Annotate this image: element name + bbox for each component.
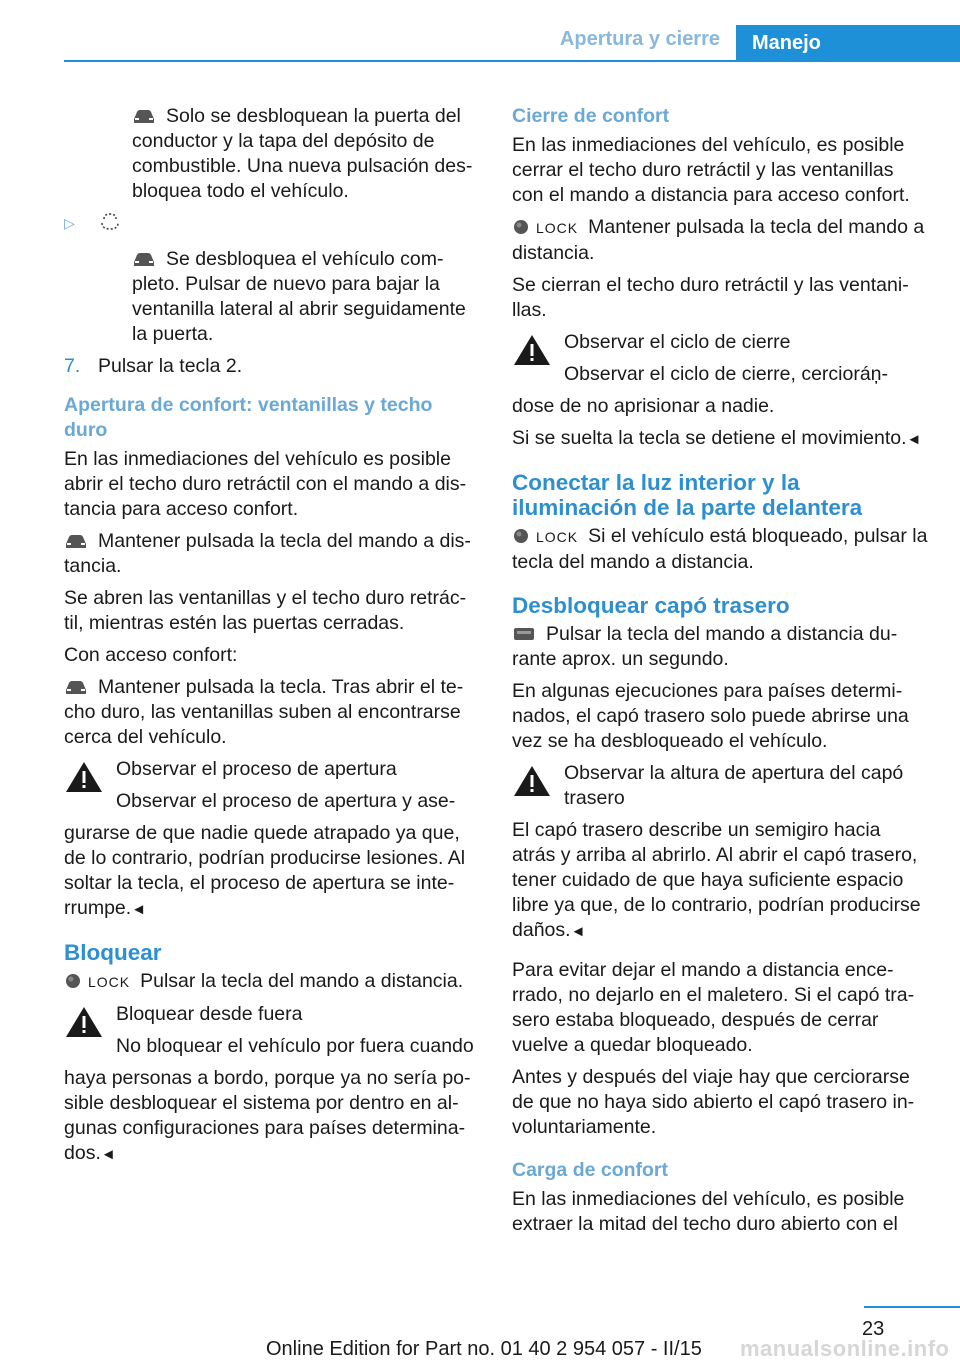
paragraph: Para evitar dejar el mando a distancia ence‐rrado, no dejarlo en el maletero. Si el capó tra‐sero estaba bloqueado, después de cerrar vuelve a quedar bloqueado. <box>512 959 915 1056</box>
end-mark-icon: ◄ <box>906 431 922 448</box>
subheading: Apertura de confort: ventanillas y techo duro <box>64 394 433 441</box>
paragraph <box>132 104 480 204</box>
paragraph: En las inmediaciones del vehículo es posible abrir el techo duro retráctil con el mando a dis‐tancia para acceso confort. <box>64 448 467 520</box>
section-heading: Conectar la luz interior y la iluminación de la parte delantera <box>512 470 863 520</box>
lock-button-icon <box>512 528 532 544</box>
lock-label: LOCK <box>536 220 579 236</box>
lock-button-icon <box>512 219 532 235</box>
list-item <box>64 211 480 240</box>
paragraph <box>512 622 928 672</box>
warning-title: Bloquear desde fuera <box>116 1003 303 1025</box>
warning-body: dose de no aprisionar a nadie. <box>512 395 775 417</box>
warning-line: No bloquear el vehículo por fuera cuando <box>116 1035 474 1057</box>
header-chapter-tab[interactable]: Manejo <box>736 25 960 62</box>
triangle-bullet-icon: ▷ <box>64 215 75 231</box>
end-mark-icon: ◄ <box>570 923 586 940</box>
paragraph-text: Mantener pulsada la tecla del mando a dis‐tancia. <box>64 530 471 577</box>
warning-title: Observar el ciclo de cierre <box>564 331 791 353</box>
paragraph: Con acceso confort: <box>64 644 238 666</box>
warning-body-text: haya personas a bordo, porque ya no sería po‐sible desbloquear el sistema por dentro en al‐gunas configuraciones para países determina‐dos. <box>64 1067 471 1164</box>
paragraph <box>512 215 928 266</box>
end-mark-icon: ◄ <box>131 901 147 918</box>
remote-button-icon <box>98 211 124 240</box>
paragraph: En las inmediaciones del vehículo, es posible extraer la mitad del techo duro abierto con el <box>512 1188 905 1235</box>
paragraph <box>64 529 480 579</box>
page-number: 23 <box>862 1318 885 1340</box>
section-heading: Desbloquear capó trasero <box>512 593 790 618</box>
warning-body <box>64 821 480 922</box>
paragraph: En algunas ejecuciones para países determi‐nados, el capó trasero solo puede abrirse una vez se ha desbloqueado el vehículo. <box>512 680 909 752</box>
paragraph <box>512 524 928 575</box>
header-section-title[interactable]: Apertura y cierre <box>559 28 720 50</box>
lock-label: LOCK <box>536 529 579 545</box>
paragraph-text: Mantener pulsada la tecla del mando a distancia. <box>512 216 925 264</box>
right-column <box>512 104 928 1244</box>
warning-block <box>512 761 928 811</box>
paragraph-text: Se desbloquea el vehículo com‐pleto. Pulsar de nuevo para bajar la ventanilla lateral al abrir seguidamente la puerta. <box>132 248 466 345</box>
warning-body-text: gurarse de que nadie quede atrapado ya que, de lo contrario, podrían producirse lesiones. Al soltar la tecla, el proceso de apertura se inte‐rrumpe. <box>64 822 466 919</box>
paragraph <box>512 426 928 452</box>
lock-button-icon <box>64 973 84 989</box>
car-key-icon <box>64 678 88 695</box>
paragraph: En las inmediaciones del vehículo, es posible cerrar el techo duro retráctil y las ventanillas con el mando a distancia para acceso confort. <box>512 134 910 206</box>
end-mark-icon: ◄ <box>100 1146 116 1163</box>
page-rule <box>864 1306 960 1308</box>
paragraph-text: Pulsar la tecla del mando a distancia du‐rante aprox. un segundo. <box>512 623 898 670</box>
warning-icon <box>64 1004 104 1040</box>
warning-icon <box>512 332 552 368</box>
footer-edition: Online Edition for Part no. 01 40 2 954 057 - II/15 <box>266 1338 702 1360</box>
car-key-icon <box>132 250 156 267</box>
warning-line: Observar el proceso de apertura y ase‐ <box>116 790 456 812</box>
paragraph: Antes y después del viaje hay que cerciorarse de que no haya sido abierto el capó trasero in‐voluntariamente. <box>512 1066 915 1138</box>
paragraph-text: Mantener pulsada la tecla. Tras abrir el te‐cho duro, las ventanillas suben al encontrarse cerca del vehículo. <box>64 676 464 748</box>
subheading: Cierre de confort <box>512 105 670 127</box>
paragraph-text: Si el vehículo está bloqueado, pulsar la tecla del mando a distancia. <box>512 525 928 573</box>
warning-line: Observar el ciclo de cierre, cercioráņ‐ <box>564 363 889 385</box>
warning-block <box>512 330 928 387</box>
lock-label: LOCK <box>88 974 131 990</box>
paragraph-text: Solo se desbloquean la puerta del conductor y la tapa del depósito de combustible. Una nueva pulsación des‐bloquea todo el vehículo. <box>132 105 473 202</box>
warning-block <box>64 1002 480 1059</box>
warning-icon <box>512 763 552 799</box>
warning-body <box>512 818 928 944</box>
car-key-icon <box>132 107 156 124</box>
warning-title: Observar la altura de apertura del capó trasero <box>564 762 904 809</box>
section-heading: Bloquear <box>64 940 162 965</box>
paragraph: Se cierran el techo duro retráctil y las ventani‐llas. <box>512 274 909 321</box>
paragraph <box>64 969 480 995</box>
subheading: Carga de confort <box>512 1159 669 1181</box>
paragraph <box>64 675 480 750</box>
warning-body <box>64 1066 480 1167</box>
step-text: Pulsar la tecla 2. <box>98 355 243 377</box>
warning-block <box>64 757 480 814</box>
left-column <box>64 104 480 1174</box>
paragraph <box>132 247 480 347</box>
trunk-button-icon <box>512 625 536 642</box>
car-key-icon <box>64 532 88 549</box>
warning-body-text: El capó trasero describe un semigiro hacia atrás y arriba al abrirlo. Al abrir el capó trasero, tener cuidado de que haya suficiente espacio libre ya que, de lo contrario, podrían producirse daños. <box>512 819 921 941</box>
warning-title: Observar el proceso de apertura <box>116 758 397 780</box>
paragraph-text: Si se suelta la tecla se detiene el movimiento. <box>512 427 907 449</box>
list-item-step <box>64 354 480 379</box>
paragraph-text: Pulsar la tecla del mando a distancia. <box>140 970 464 992</box>
paragraph: Se abren las ventanillas y el techo duro retrác‐til, mientras estén las puertas cerradas. <box>64 587 467 634</box>
warning-icon <box>64 759 104 795</box>
step-number: 7. <box>64 355 81 377</box>
watermark: manualsonline.info <box>740 1336 950 1361</box>
